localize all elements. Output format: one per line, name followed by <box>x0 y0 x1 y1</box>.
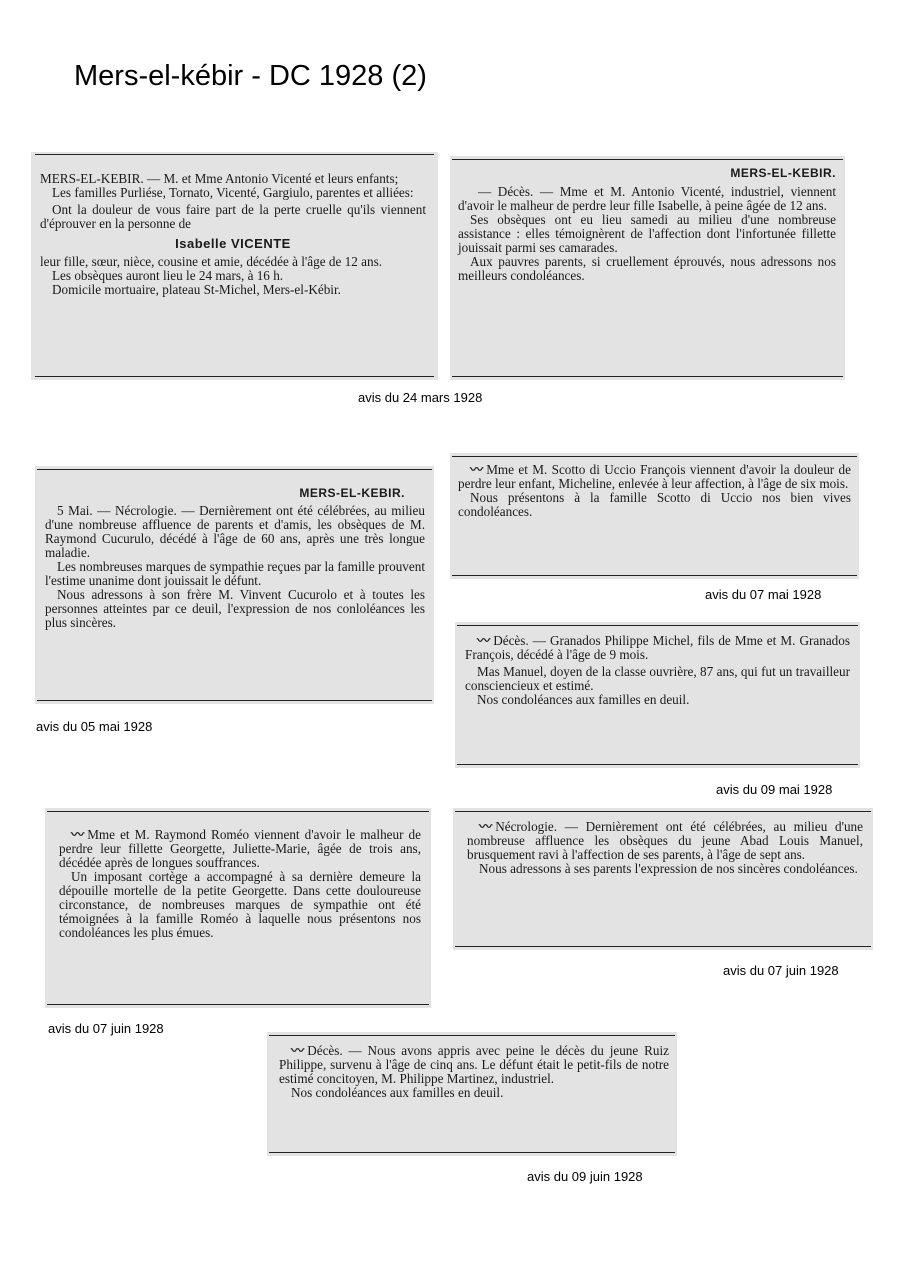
notice-text: Mas Manuel, doyen de la classe ouvrière, 87 ans, qui fut un travailleur consciencieux et estimé. <box>465 663 850 693</box>
notice-text: leur fille, sœur, nièce, cousine et amie, décédée à l'âge de 12 ans. <box>40 253 383 269</box>
notice-text: Aux pauvres parents, si cruellement éprouvés, nous adressons nos meilleurs condoléances. <box>458 253 836 283</box>
caption: avis du 07 juin 1928 <box>48 1021 164 1036</box>
caption: avis du 09 juin 1928 <box>527 1169 643 1184</box>
notice-text: Nos condoléances aux familles en deuil. <box>477 691 690 707</box>
page-title: Mers-el-kébir - DC 1928 (2) <box>74 60 427 92</box>
notice-text: 〰 Mme et M. Raymond Roméo viennent d'avoir le malheur de perdre leur fillette Georgette, Juliette-Marie, âgée de trois ans, décédée après de longues souffrances. <box>59 827 421 870</box>
notice-text: Un imposant cortège a accompagné à sa dernière demeure la dépouille mortelle de la petite Georgette. Dans cette douloureuse circonstance, de nombreuses marques de sympathie ont été témoignées à la famille Roméo à laquelle nous présentons nos condoléances les plus émues. <box>59 868 421 940</box>
notice-mark-icon: 〰 <box>291 1043 304 1058</box>
notice-mark-icon: 〰 <box>477 633 490 648</box>
notice-clipping-romeo <box>45 808 431 1008</box>
notice-text: Les familles Purliése, Tornato, Vicenté, Gargiulo, parentes et alliées: <box>52 184 414 200</box>
notice-mark-icon: 〰 <box>71 827 84 842</box>
deceased-name: Isabelle VICENTE <box>175 235 291 251</box>
notice-text: Domicile mortuaire, plateau St-Michel, Mers-el-Kébir. <box>52 281 341 297</box>
notice-mark-icon: 〰 <box>470 462 483 477</box>
notice-text: 〰 Décès. — Granados Philippe Michel, fils de Mme et M. Granados François, décédé à l'âge de 9 mois. <box>465 633 850 662</box>
notice-mark-icon: 〰 <box>479 819 492 834</box>
notice-clipping-granados-mas <box>455 622 860 768</box>
notice-clipping-cucurulo <box>35 466 434 704</box>
notice-heading: MERS-EL-KEBIR. <box>299 486 405 500</box>
notice-clipping-vicente-family <box>31 152 438 380</box>
notice-text: 〰 Décès. — Nous avons appris avec peine le décès du jeune Ruiz Philippe, survenu à l'âge de cinq ans. Le défunt était le petit-fils de notre estimé concitoyen, M. Philippe Martinez, industriel. <box>279 1043 669 1086</box>
notice-text: 〰 Nécrologie. — Dernièrement ont été célébrées, au milieu d'une nombreuse affluence les obsèques du jeune Abad Louis Manuel, brusquement ravi à l'affection de ses parents, à l'âge de sept ans. <box>467 819 863 862</box>
notice-text: Les nombreuses marques de sympathie reçues par la famille prouvent l'estime unanime dont jouissait le défunt. <box>45 558 425 588</box>
notice-text: Nous adressons à son frère M. Vinvent Cucurolo et à toutes les personnes atteintes par ce deuil, l'expression de nos conloléances les plus sincères. <box>45 586 425 630</box>
notice-heading: MERS-EL-KEBIR. <box>730 166 836 180</box>
caption: avis du 24 mars 1928 <box>358 390 483 405</box>
caption: avis du 07 mai 1928 <box>705 587 822 602</box>
notice-text: MERS-EL-KEBIR. — M. et Mme Antonio Vicenté et leurs enfants; <box>40 171 399 186</box>
notice-text: 〰 Mme et M. Scotto di Uccio François viennent d'avoir la douleur de perdre leur enfant, Micheline, enlevée à leur affection, à l'âge de six mois. <box>458 462 851 491</box>
notice-clipping-isabelle-vicente <box>450 156 845 380</box>
notice-text: Nous adressons à ses parents l'expression de nos sincères condoléances. <box>479 860 858 876</box>
notice-text: Nos condoléances aux familles en deuil. <box>291 1084 504 1100</box>
notice-text: — Décès. — Mme et M. Antonio Vicenté, industriel, viennent d'avoir le malheur de perdre leur fille Isabelle, à peine âgée de 12 ans. <box>458 184 836 213</box>
notice-text: Les obsèques auront lieu le 24 mars, à 16 h. <box>52 267 284 283</box>
notice-text: Ont la douleur de vous faire part de la perte cruelle qu'ils viennent d'éprouver en la personne de <box>40 201 426 231</box>
notice-clipping-scotto <box>450 453 859 579</box>
notice-clipping-ruiz <box>267 1032 677 1156</box>
notice-text: Ses obsèques ont eu lieu samedi au milieu d'une nombreuse assistance : elles témoignèrent de l'affection dont l'infortunée fillette jouissait parmi ses camarades. <box>458 211 836 255</box>
caption: avis du 09 mai 1928 <box>716 782 833 797</box>
notice-text: Nous présentons à la famille Scotto di Uccio nos bien vives condoléances. <box>458 489 851 519</box>
notice-text: 5 Mai. — Nécrologie. — Dernièrement ont été célébrées, au milieu d'une nombreuse affluence de parents et d'amis, les obsèques de M. Raymond Cucurulo, décédé à l'âge de 60 ans, après une très longue maladie. <box>45 503 425 560</box>
notice-clipping-abad <box>453 808 873 950</box>
caption: avis du 07 juin 1928 <box>723 963 839 978</box>
caption: avis du 05 mai 1928 <box>36 719 153 734</box>
